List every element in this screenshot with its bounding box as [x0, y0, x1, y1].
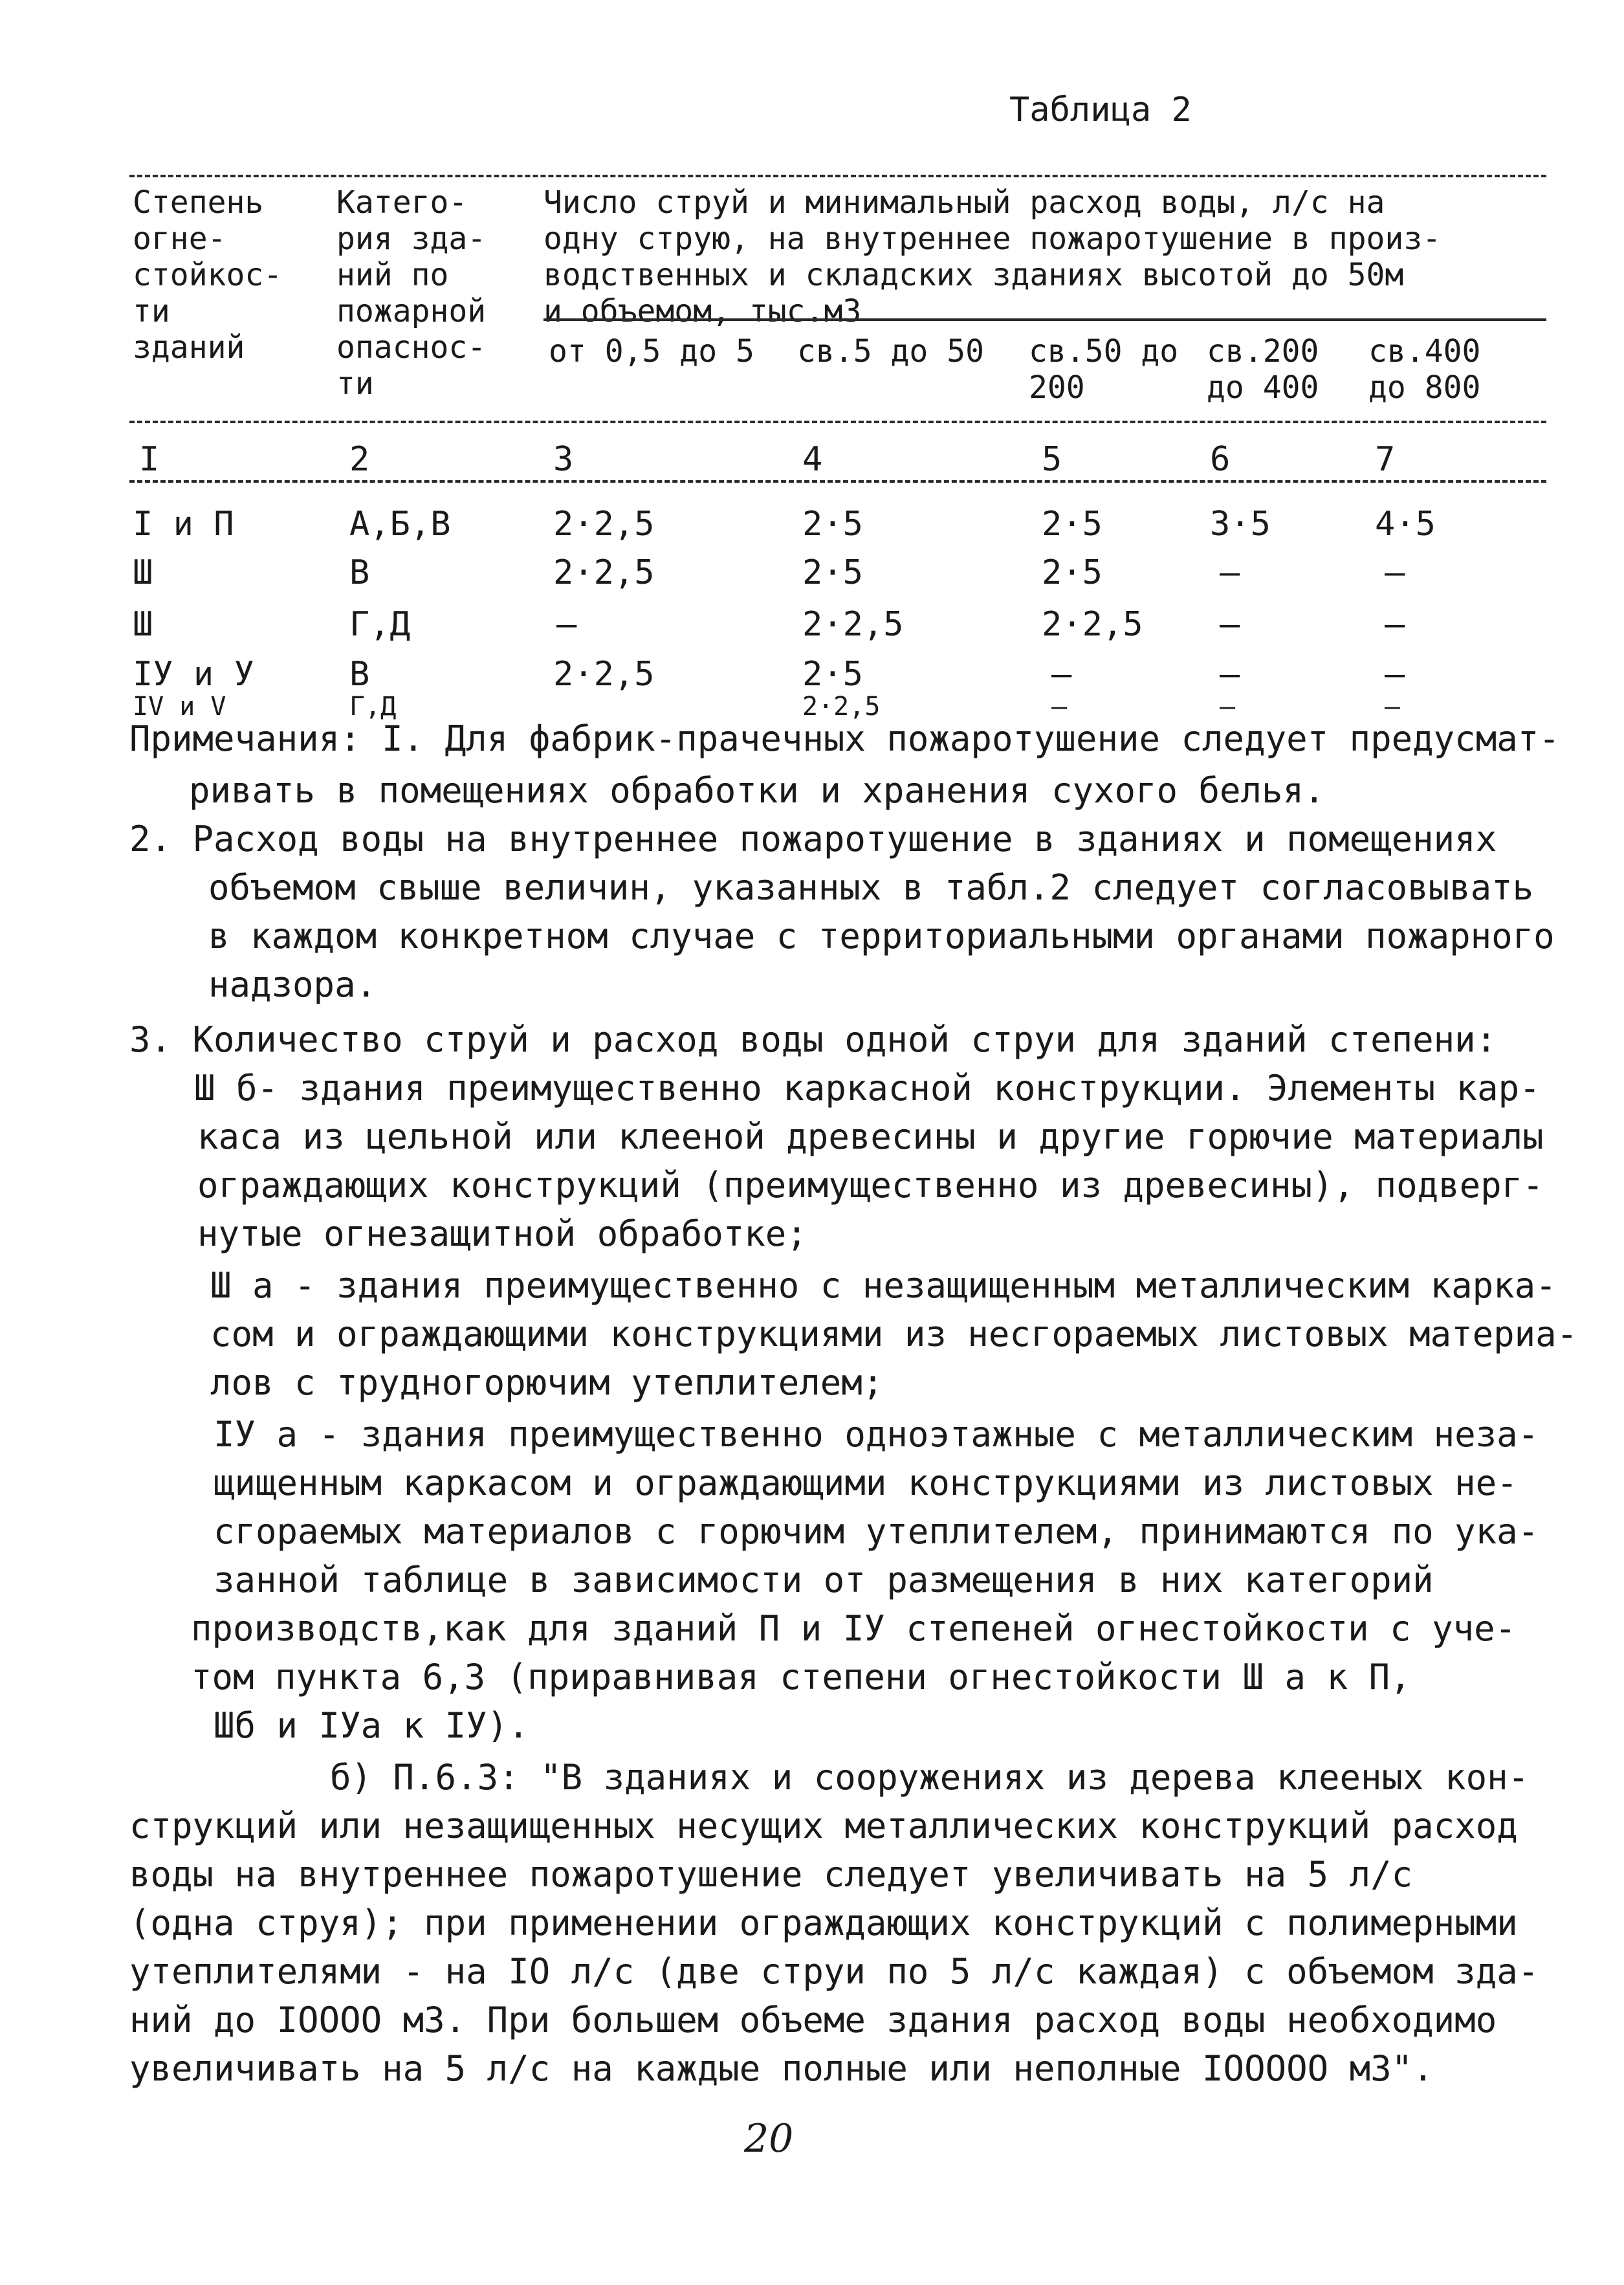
- note-line: (одна струя); при применении ограждающих конструкций с полимерными: [129, 1903, 1518, 1943]
- cell-v2: 2·5: [802, 505, 863, 544]
- cell-v4: –: [1220, 605, 1240, 644]
- cell-degree: IУ и У: [133, 655, 254, 694]
- note-line: сгораемых материалов с горючим утеплителем, принимаются по ука-: [214, 1511, 1539, 1552]
- cell-v5: –: [1385, 605, 1405, 644]
- cell-v1: 2·2,5: [553, 655, 655, 694]
- page-number: 20: [744, 2116, 794, 2161]
- column-numbers-rule: [129, 480, 1546, 483]
- note-line: ограждающих конструкций (преимущественно из древесины), подверг-: [197, 1165, 1544, 1206]
- note-line: щищенным каркасом и ограждающими конструкциями из листовых не-: [214, 1463, 1518, 1503]
- cell-category: Г,Д: [349, 692, 397, 722]
- cell-v3: 2·5: [1042, 505, 1103, 544]
- note-line: Примечания: I. Для фабрик-прачечных пожаротушение следует предусмат-: [129, 718, 1560, 759]
- table-top-rule: [129, 175, 1546, 177]
- column-number-6: 6: [1210, 440, 1231, 479]
- note-line: Шб и IУа к IУ).: [214, 1705, 529, 1746]
- note-line: воды на внутреннее пожаротушение следует увеличивать на 5 л/с: [129, 1854, 1413, 1895]
- note-line: сом и ограждающими конструкциями из несгораемых листовых материа-: [210, 1314, 1578, 1354]
- cell-v3: –: [1051, 692, 1068, 722]
- cell-v1: 2·2,5: [553, 505, 655, 544]
- note-line: Ш а - здания преимущественно с незащищенным металлическим карка-: [210, 1265, 1557, 1306]
- header-fire-resistance: Степень огне- стойкос- ти зданий: [133, 184, 283, 366]
- cell-v5: 4·5: [1375, 505, 1436, 544]
- cell-v2: 2·5: [802, 553, 863, 592]
- cell-v5: –: [1385, 553, 1405, 592]
- header-volume-1: от 0,5 до 5: [549, 333, 754, 370]
- note-line: ний до IOOOO м3. При большем объеме здания расход воды необходимо: [129, 2000, 1497, 2040]
- note-line: нутые огнезащитной обработке;: [197, 1213, 807, 1254]
- note-line: б) П.6.3: "В зданиях и сооружениях из дерева клееных кон-: [330, 1757, 1530, 1798]
- note-line: IУ а - здания преимущественно одноэтажные с металлическим неза-: [214, 1414, 1539, 1455]
- column-number-2: 2: [349, 440, 370, 479]
- cell-v1: 2·2,5: [553, 553, 655, 592]
- note-line: объемом свыше величин, указанных в табл.2 следует согласовывать: [208, 867, 1534, 908]
- cell-v3: –: [1051, 655, 1072, 694]
- column-number-3: 3: [553, 440, 574, 479]
- cell-v4: –: [1220, 692, 1236, 722]
- cell-degree: Ш: [133, 605, 153, 644]
- cell-degree: I и П: [133, 505, 234, 544]
- cell-v4: –: [1220, 553, 1240, 592]
- cell-v2: 2·2,5: [802, 605, 904, 644]
- cell-degree: Ш: [133, 553, 153, 592]
- column-number-4: 4: [802, 440, 823, 479]
- note-line: 3. Количество струй и расход воды одной струи для зданий степени:: [129, 1019, 1497, 1060]
- cell-category: В: [349, 655, 370, 694]
- cell-v3: 2·2,5: [1042, 605, 1143, 644]
- header-group: Число струй и минимальный расход воды, л/с на одну струю, на внутреннее пожаротушение в произ- водственных и складских зданиях высотой до 50м и объемом, тыс.м3: [543, 184, 1442, 329]
- note-line: в каждом конкретном случае с территориальными органами пожарного: [208, 916, 1555, 956]
- note-line: занной таблице в зависимости от размещения в них категорий: [214, 1560, 1434, 1600]
- column-number-1: I: [139, 440, 160, 479]
- note-line: производств,как для зданий П и IУ степеней огнестойкости с уче-: [191, 1608, 1517, 1649]
- cell-v3: 2·5: [1042, 553, 1103, 592]
- note-line: ривать в помещениях обработки и хранения сухого белья.: [189, 770, 1325, 811]
- note-line: 2. Расход воды на внутреннее пожаротушение в зданиях и помещениях: [129, 819, 1497, 859]
- note-line: утеплителями - на IO л/с (две струи по 5 л/с каждая) с объемом зда-: [129, 1951, 1539, 1992]
- header-group-underline: [543, 318, 1546, 321]
- cell-v4: 3·5: [1210, 505, 1271, 544]
- cell-v2: 2·2,5: [802, 692, 881, 722]
- cell-category: Г,Д: [349, 605, 410, 644]
- cell-v2: 2·5: [802, 655, 863, 694]
- cell-degree: IV и V: [133, 692, 226, 722]
- note-line: каса из цельной или клееной древесины и другие горючие материалы: [197, 1116, 1544, 1157]
- note-line: надзора.: [208, 964, 377, 1005]
- note-line: увеличивать на 5 л/с на каждые полные или неполные IOOOOO м3".: [129, 2048, 1434, 2089]
- cell-category: А,Б,В: [349, 505, 451, 544]
- table-title: Таблица 2: [1009, 91, 1192, 129]
- column-number-5: 5: [1042, 440, 1062, 479]
- header-category: Катего- рия зда- ний по пожарной опаснос- ти: [336, 184, 487, 402]
- note-line: лов с трудногорючим утеплителем;: [210, 1362, 884, 1403]
- cell-category: В: [349, 553, 370, 592]
- cell-v1: –: [556, 605, 577, 644]
- header-volume-3: св.50 до 200: [1029, 333, 1179, 406]
- cell-v5: –: [1385, 692, 1401, 722]
- note-line: струкций или незащищенных несущих металлических конструкций расход: [129, 1805, 1518, 1846]
- note-line: Ш б- здания преимущественно каркасной конструкции. Элементы кар-: [194, 1068, 1541, 1109]
- note-line: том пункта 6,3 (приравнивая степени огнестойкости Ш а к П,: [191, 1657, 1411, 1697]
- cell-v4: –: [1220, 655, 1240, 694]
- header-volume-4: св.200 до 400: [1207, 333, 1319, 406]
- header-volume-2: св.5 до 50: [797, 333, 984, 370]
- header-volume-5: св.400 до 800: [1368, 333, 1481, 406]
- header-bottom-rule: [129, 421, 1546, 423]
- cell-v5: –: [1385, 655, 1405, 694]
- column-number-7: 7: [1375, 440, 1396, 479]
